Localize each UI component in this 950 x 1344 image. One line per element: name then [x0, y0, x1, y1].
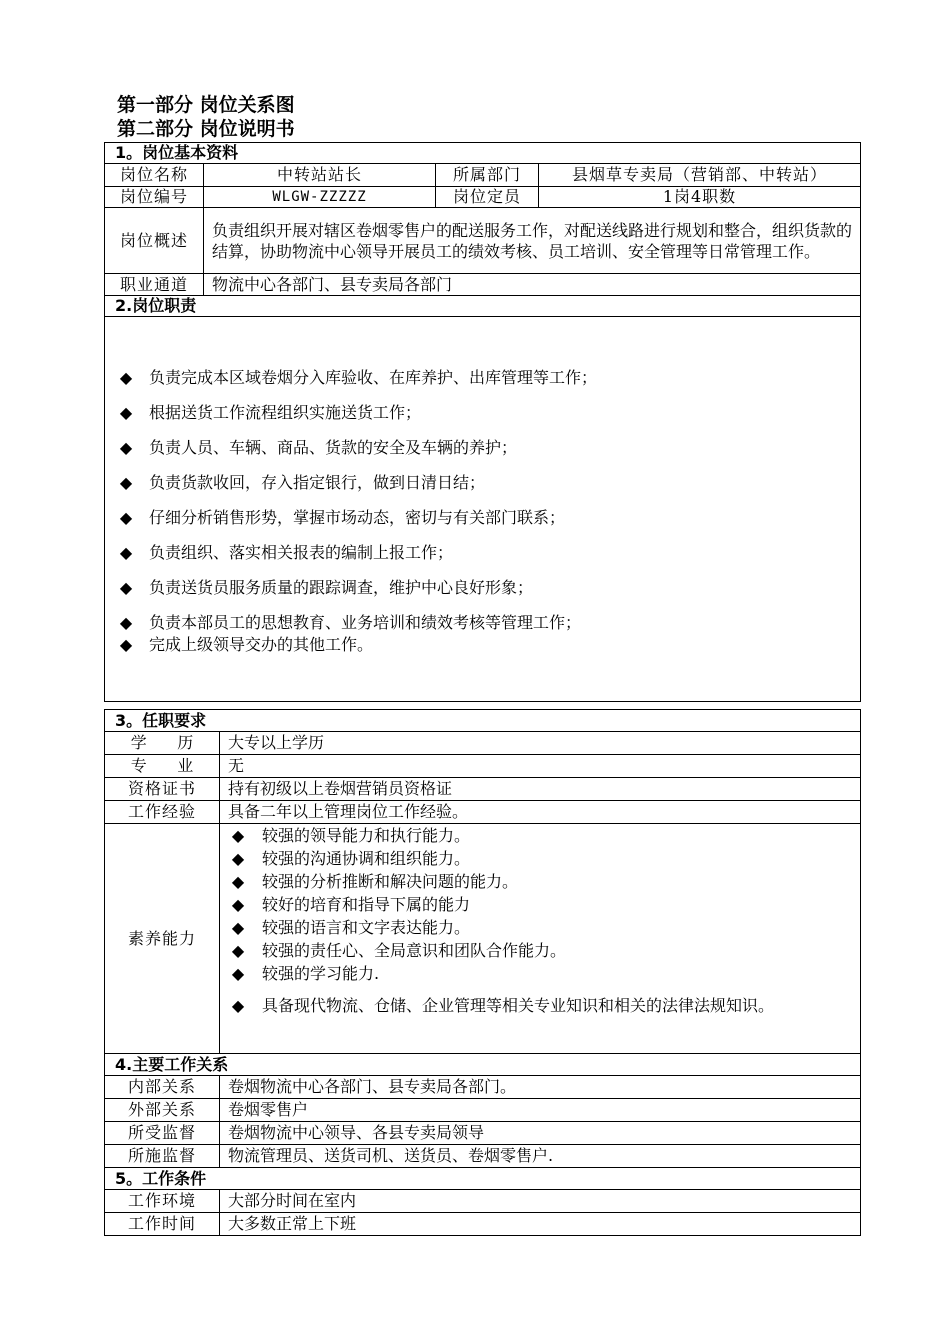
value-career-path: 物流中心各部门、县专卖局各部门	[204, 274, 861, 296]
label-education: 学 历	[105, 732, 220, 755]
section-title-requirements: 3。任职要求	[105, 710, 861, 732]
duties-list	[117, 367, 860, 656]
diamond-bullet-icon: ◆	[231, 826, 245, 845]
value-experience: 具备二年以上管理岗位工作经验。	[220, 801, 861, 824]
ability-item: ◆ 较强的语言和文字表达能力。	[231, 918, 471, 937]
value-internal-relations: 卷烟物流中心各部门、县专卖局各部门。	[220, 1076, 861, 1099]
value-department: 县烟草专卖局（营销部、中转站）	[539, 164, 861, 187]
diamond-bullet-icon: ◆	[119, 368, 133, 387]
diamond-bullet-icon: ◆	[231, 849, 245, 868]
duty-item: ◆ 根据送货工作流程组织实施送货工作；	[117, 402, 860, 424]
duty-item: ◆ 负责本部员工的思想教育、业务培训和绩效考核等管理工作；	[117, 612, 860, 634]
duty-item: ◆ 负责人员、车辆、商品、货款的安全及车辆的养护；	[117, 437, 860, 459]
label-supervises: 所施监督	[105, 1145, 220, 1168]
label-job-name: 岗位名称	[105, 164, 204, 187]
value-education: 大专以上学历	[220, 732, 861, 755]
diamond-bullet-icon: ◆	[231, 996, 245, 1015]
diamond-bullet-icon: ◆	[231, 964, 245, 983]
diamond-bullet-icon: ◆	[119, 438, 133, 457]
value-work-hours: 大多数正常上下班	[220, 1213, 861, 1236]
ability-item: ◆ 较强的责任心、全局意识和团队合作能力。	[231, 941, 567, 960]
diamond-bullet-icon: ◆	[119, 508, 133, 527]
diamond-bullet-icon: ◆	[119, 403, 133, 422]
label-major: 专 业	[105, 755, 220, 778]
diamond-bullet-icon: ◆	[119, 543, 133, 562]
heading-part2: 第二部分 岗位说明书	[117, 118, 295, 140]
diamond-bullet-icon: ◆	[119, 473, 133, 492]
value-headcount: 1岗4职数	[539, 187, 861, 208]
diamond-bullet-icon: ◆	[231, 918, 245, 937]
ability-item: ◆ 较强的沟通协调和组织能力。	[231, 849, 471, 868]
value-certificate: 持有初级以上卷烟营销员资格证	[220, 778, 861, 801]
duty-item: ◆ 负责送货员服务质量的跟踪调查，维护中心良好形象；	[117, 577, 860, 599]
section-title-basic: 1。岗位基本资料	[105, 143, 861, 164]
value-summary: 负责组织开展对辖区卷烟零售户的配送服务工作，对配送线路进行规划和整合，组织货款的结算，协助物流中心领导开展员工的绩效考核、员工培训、安全管理等日常管理工作。	[204, 208, 861, 274]
abilities-cell	[220, 824, 861, 1054]
diamond-bullet-icon: ◆	[231, 941, 245, 960]
label-work-environment: 工作环境	[105, 1190, 220, 1213]
duty-item: ◆ 负责组织、落实相关报表的编制上报工作；	[117, 542, 860, 564]
label-supervised-by: 所受监督	[105, 1122, 220, 1145]
abilities-list	[220, 824, 860, 1023]
value-job-name: 中转站站长	[204, 164, 436, 187]
value-major: 无	[220, 755, 861, 778]
section-title-relations: 4.主要工作关系	[105, 1054, 861, 1076]
label-job-code: 岗位编号	[105, 187, 204, 208]
section-title-conditions: 5。工作条件	[105, 1168, 861, 1190]
label-external-relations: 外部关系	[105, 1099, 220, 1122]
diamond-bullet-icon: ◆	[119, 635, 133, 654]
ability-item: ◆ 较强的领导能力和执行能力。	[231, 826, 471, 845]
label-career-path: 职业通道	[105, 274, 204, 296]
value-supervises: 物流管理员、送货司机、送货员、卷烟零售户.	[220, 1145, 861, 1168]
duty-item: ◆ 完成上级领导交办的其他工作。	[117, 634, 860, 656]
heading-part1: 第一部分 岗位关系图	[117, 94, 295, 116]
ability-item: ◆ 具备现代物流、仓储、企业管理等相关专业知识和相关的法律法规知识。	[220, 989, 860, 1023]
section-title-duties: 2.岗位职责	[105, 296, 861, 317]
label-department: 所属部门	[436, 164, 539, 187]
job-description-table-basic	[104, 142, 861, 702]
job-description-table-requirements	[104, 709, 861, 1236]
duty-item: ◆ 仔细分析销售形势，掌握市场动态，密切与有关部门联系；	[117, 507, 860, 529]
label-internal-relations: 内部关系	[105, 1076, 220, 1099]
value-supervised-by: 卷烟物流中心领导、各县专卖局领导	[220, 1122, 861, 1145]
label-certificate: 资格证书	[105, 778, 220, 801]
label-headcount: 岗位定员	[436, 187, 539, 208]
label-work-hours: 工作时间	[105, 1213, 220, 1236]
diamond-bullet-icon: ◆	[231, 872, 245, 891]
diamond-bullet-icon: ◆	[119, 578, 133, 597]
duties-cell	[105, 317, 861, 702]
duty-item: ◆ 负责货款收回，存入指定银行，做到日清日结；	[117, 472, 860, 494]
label-experience: 工作经验	[105, 801, 220, 824]
diamond-bullet-icon: ◆	[231, 895, 245, 914]
value-work-environment: 大部分时间在室内	[220, 1190, 861, 1213]
diamond-bullet-icon: ◆	[119, 613, 133, 632]
duty-item: ◆ 负责完成本区域卷烟分入库验收、在库养护、出库管理等工作；	[117, 367, 860, 389]
value-job-code: WLGW-ZZZZZ	[204, 187, 436, 208]
ability-item: ◆ 较强的分析推断和解决问题的能力。	[231, 872, 519, 891]
ability-item: ◆ 较强的学习能力.	[231, 964, 380, 983]
ability-item: ◆ 较好的培育和指导下属的能力	[231, 895, 471, 914]
value-external-relations: 卷烟零售户	[220, 1099, 861, 1122]
label-summary: 岗位概述	[105, 208, 204, 274]
label-abilities: 素养能力	[105, 824, 220, 1054]
